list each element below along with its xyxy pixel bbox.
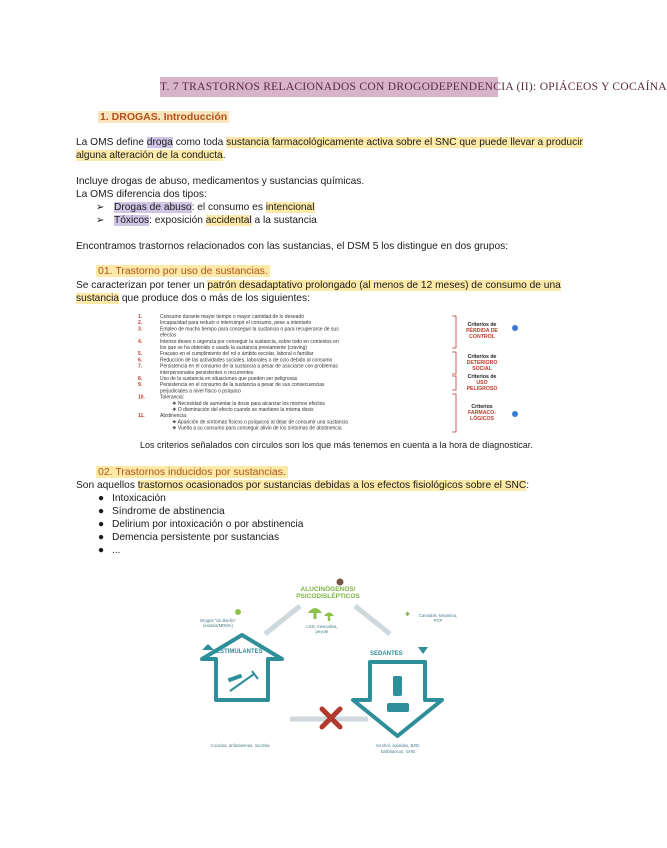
dot-bullet-icon: ●: [98, 532, 105, 543]
criteria-caption: Los criterios señalados con círculos son los que más tenemos en cuenta a la hora de diagnosticar.: [140, 440, 533, 450]
inducidos-bullet: [98, 544, 121, 557]
criterion-text: perjudiciales a nivel físico o psíquico: [160, 388, 241, 395]
criterion-number: 7.: [138, 363, 143, 370]
criteria-brackets: [452, 316, 456, 432]
definition-line-1: [76, 136, 583, 149]
group2-line3: SOCIAL: [472, 366, 492, 372]
text: Son aquellos: [76, 480, 138, 491]
circle-marker-icon: [512, 411, 518, 417]
stimulants-up-arrow: [202, 635, 282, 700]
arrow-bullet-icon: ➢: [96, 215, 105, 226]
uso-line-2: [76, 292, 310, 305]
criterion-text: Reducción de las actividades sociales, laborales o de ocio debido al consumo: [160, 357, 333, 364]
criterion-text: Consumo durante mayor tiempo o mayor cantidad de lo deseado: [160, 314, 304, 320]
criteria-table: [130, 312, 530, 434]
criterion-number: 11.: [138, 413, 145, 420]
sedatives-examples-2: barbitúricos, GHB: [381, 749, 415, 754]
dot-bullet-icon: ●: [98, 545, 105, 556]
criterion-text: efectos: [160, 332, 177, 339]
criterion-text: interpersonales persistentes o recurrentes: [160, 369, 254, 376]
heading-text: 1. DROGAS. Introducción: [100, 111, 228, 123]
criterion-number: 10.: [138, 394, 145, 401]
group2-line2: DETERIORO: [466, 360, 498, 366]
bottle-icon: [393, 676, 402, 696]
criterion-text: ❖ O disminución del efecto cuando se mantiene la misma dosis: [172, 407, 314, 413]
section-heading-drogas: [98, 111, 229, 123]
text: La OMS define: [76, 137, 147, 148]
criterion-text: Empleo de mucho tiempo para conseguir la sustancia o para recuperarse de sus: [160, 326, 339, 333]
pill-icon: [235, 609, 241, 615]
cannabis-leaf-icon: ✱: [405, 612, 411, 618]
top-category-title-2: PSICODISLÉPTICOS: [296, 593, 360, 600]
criterion-text: ❖ Aparición de síntomas físicos o psíquicos al dejar de consumir una sustancia: [172, 419, 348, 426]
criterion-number: 3.: [138, 326, 143, 333]
pill-pack-icon: [387, 703, 409, 712]
highlight-sustancia: sustancia: [76, 293, 120, 304]
criterion-number: 2.: [138, 320, 143, 327]
drug-classification-diagram: [190, 576, 465, 761]
stimulants-examples: Cocaína, anfetaminas, nicotina: [210, 743, 270, 748]
text: : el consumo es: [191, 202, 266, 213]
criterion-text: los que se ha obtenido o usado la sustancia previamente (craving): [160, 345, 308, 351]
highlight-drogas-abuso: Drogas de abuso: [114, 202, 192, 213]
criterion-number: 6.: [138, 357, 143, 364]
criterion-number: 1.: [138, 314, 143, 320]
bullet-text: ...: [112, 545, 121, 556]
text: como toda: [172, 137, 227, 148]
text: : exposición: [149, 215, 206, 226]
circle-marker-icon: [512, 325, 518, 331]
criterion-text: Intenso deseo o urgencia por conseguir la sustancia, sobre todo en contextos en: [160, 338, 339, 345]
definition-line-2: [76, 149, 226, 162]
bullet-text: Síndrome de abstinencia: [112, 506, 225, 517]
criterion-text: Persistencia en el consumo de la sustancia a pesar de asociarse con problemas: [160, 363, 338, 370]
left-note-2: (éxtasis/MDMA): [203, 623, 233, 628]
bullet-text: Demencia persistente por sustancias: [112, 532, 280, 543]
group1-line1: Criterios de: [467, 322, 497, 328]
sedatives-examples: Alcohol, opioides, BZD,: [375, 743, 421, 748]
inducidos-bullet: [98, 518, 303, 531]
inducidos-bullet: [98, 492, 166, 505]
highlight-droga: droga: [146, 137, 173, 148]
subsection-heading-uso: [96, 265, 270, 277]
highlight-accidental: accidental: [205, 215, 252, 226]
types-intro-line: La OMS diferencia dos tipos:: [76, 189, 207, 200]
group4-line3: LÓGICOS: [470, 416, 494, 422]
criterion-text: ❖ Vuelta a su consumo para conseguir alivio de los síntomas de abstinencia: [172, 425, 342, 432]
criterion-number: 5.: [138, 351, 143, 358]
criterion-text: Persistencia en el consumo de la sustancia a pesar de sus consecuencias: [160, 382, 325, 389]
criterion-text: Incapacidad para reducir o interrumpir el consumo, pese a intentarlo: [160, 320, 312, 327]
left-note: Drogas "de diseño": [200, 618, 236, 623]
includes-line: Incluye drogas de abuso, medicamentos y sustancias químicas.: [76, 176, 365, 187]
bullet-text: Intoxicación: [112, 493, 166, 504]
dsm5-line: Encontramos trastornos relacionados con las sustancias, el DSM 5 los distingue en dos grupos:: [76, 241, 509, 252]
text: Se caracterizan por tener un: [76, 280, 208, 291]
highlight-inducidos: trastornos ocasionados por sustancias debidas a los efectos fisiológicos sobre el SNC: [137, 480, 527, 491]
criterion-text: Abstinencia:: [160, 413, 188, 420]
up-triangle-icon: [202, 644, 214, 650]
group3-line2: USO: [476, 380, 488, 386]
down-triangle-icon: [418, 647, 428, 654]
text: :: [526, 480, 530, 491]
text: .: [222, 150, 226, 161]
criterion-number: 8.: [138, 376, 143, 382]
right-note-2: PCP: [433, 618, 443, 623]
sedatives-down-arrow: [353, 662, 442, 736]
highlight-definition-end: alguna alteración de la conducta: [76, 150, 223, 161]
syringe-icon: [230, 671, 258, 691]
criterion-text: Uso de la sustancia en situaciones que pueden ser peligrosas: [160, 376, 298, 382]
criterion-text: Fracaso en el cumplimiento del rol o ámbito escolar, laboral o familiar: [160, 351, 314, 358]
criteria-list: [138, 314, 348, 432]
group2-line1: Criterios de: [467, 354, 497, 360]
text: a la sustancia: [251, 215, 317, 226]
arrow-bullet-icon: ➢: [96, 202, 105, 213]
subsection-heading-inducidos: [96, 466, 288, 478]
heading-text: 01. Trastorno por uso de sustancias.: [98, 265, 268, 277]
criterion-text: Tolerancia:: [160, 394, 185, 401]
dot-bullet-icon: ●: [98, 506, 105, 517]
uso-line-1: [76, 279, 561, 292]
top-examples: LSD, mescalina,: [306, 624, 338, 629]
type-bullet-1: [96, 201, 315, 214]
right-note: Cannabis, ketamina,: [418, 613, 458, 618]
group1-line2: PÉRDIDA DE: [466, 328, 498, 334]
group4-line1: Criterios: [471, 404, 493, 410]
bullet-text: Delirium por intoxicación o por abstinencia: [112, 519, 304, 530]
group3-line3: PELIGROSO: [466, 386, 498, 392]
highlight-toxicos: Tóxicos: [114, 215, 150, 226]
inducidos-bullet: [98, 505, 225, 518]
criterion-number: 4.: [138, 338, 143, 345]
criterion-text: ❖ Necesidad de aumentar la dosis para alcanzar los mismos efectos: [172, 400, 325, 407]
document-title: T. 7 TRASTORNOS RELACIONADOS CON DROGODEPENDENCIA (II): OPIÁCEOS Y COCAÍNA: [160, 77, 498, 97]
mushroom-icon: [308, 608, 334, 621]
type-bullet-2: [96, 214, 317, 227]
group4-line2: FARMACO-: [468, 410, 496, 416]
peyote-icon: [337, 579, 344, 586]
cigarette-icon: [228, 674, 243, 683]
text: que produce dos o más de los siguientes:: [119, 293, 310, 304]
group1-line3: CONTROL: [469, 334, 495, 340]
sedatives-label: SEDANTES: [370, 651, 403, 657]
highlight-intencional: intencional: [265, 202, 315, 213]
dot-bullet-icon: ●: [98, 519, 105, 530]
highlight-pattern: patrón desadaptativo prolongado (al menos de 12 meses) de consumo de una: [207, 280, 561, 291]
top-category-title: ALUCINÓGENOS/: [300, 586, 356, 593]
stimulants-label: ESTIMULANTES: [216, 649, 263, 655]
heading-text: 02. Trastornos inducidos por sustancias.: [98, 466, 286, 478]
inducidos-line: [76, 479, 529, 492]
inducidos-bullet: [98, 531, 279, 544]
group3-line1: Criterios de: [467, 374, 497, 380]
criterion-number: 9.: [138, 382, 143, 389]
highlight-definition: sustancia farmacológicamente activa sobre el SNC que puede llevar a producir: [226, 137, 583, 148]
top-examples-2: peyote: [315, 629, 329, 634]
dot-bullet-icon: ●: [98, 493, 105, 504]
